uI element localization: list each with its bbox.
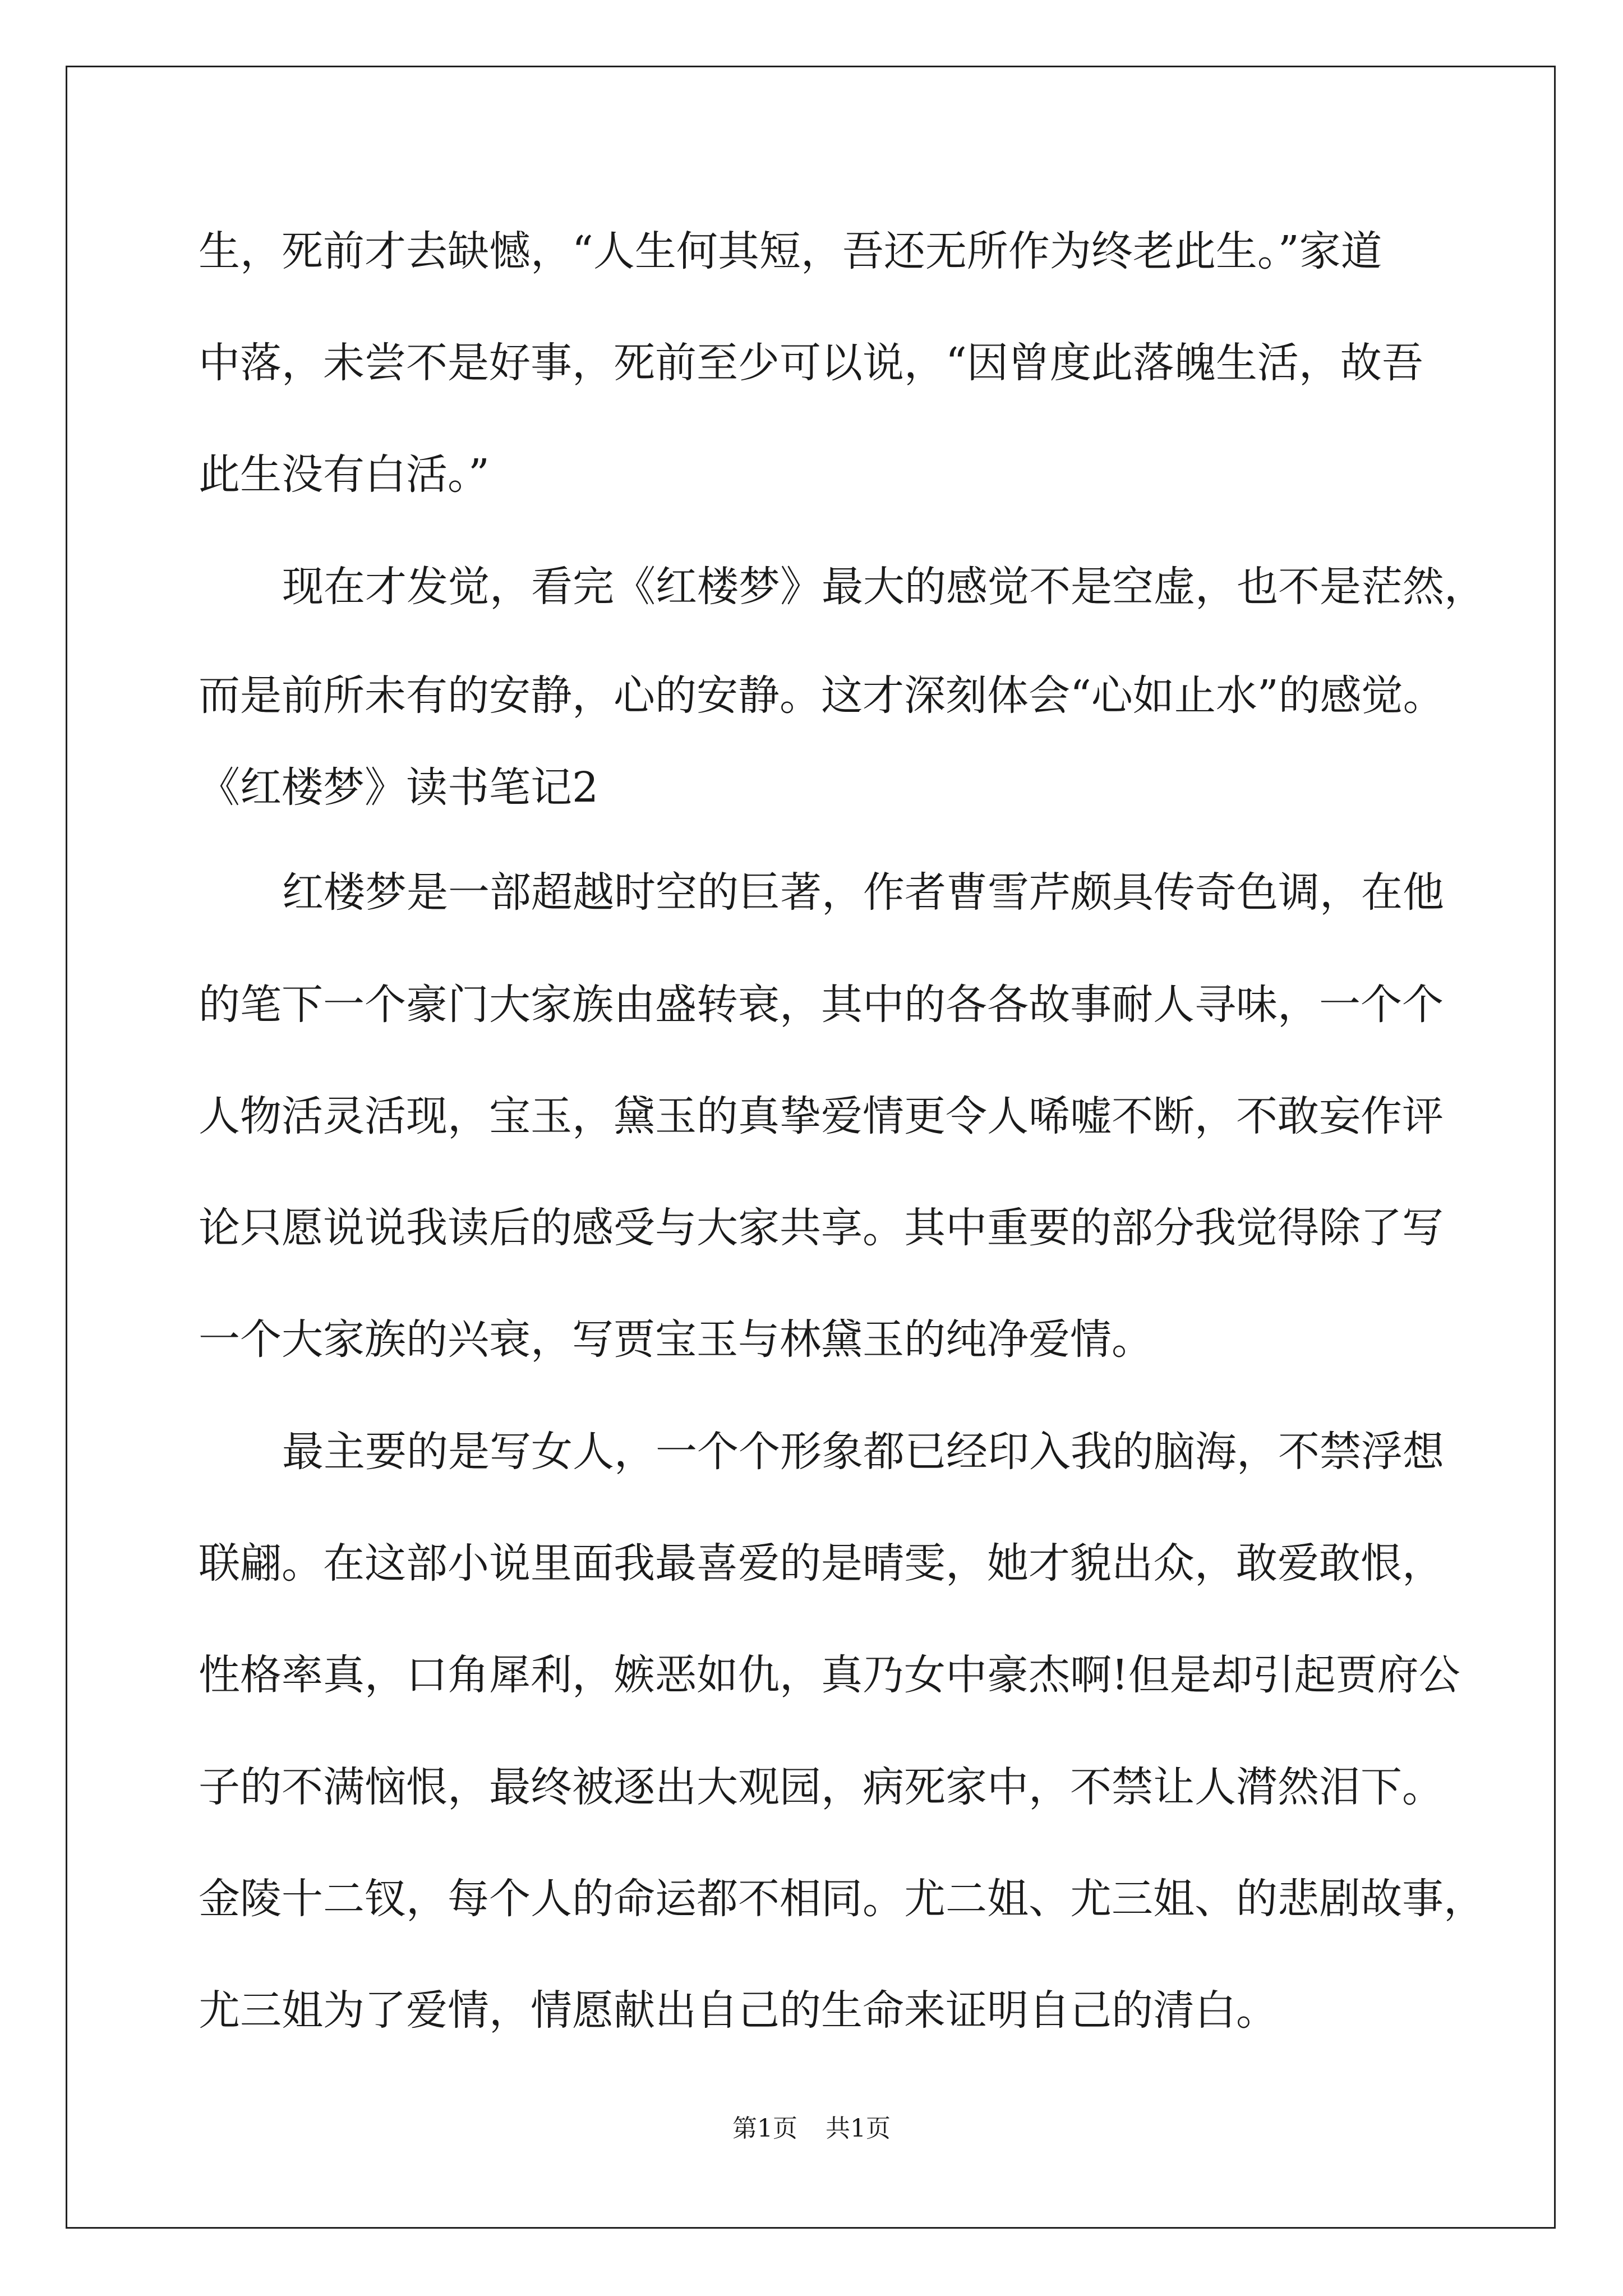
text-line: 论只愿说说我读后的感受与大家共享。其中重要的部分我觉得除了写 <box>199 1204 1444 1252</box>
text-line: 子的不满恼恨，最终被逐出大观园，病死家中，不禁让人潸然泪下。 <box>199 1763 1444 1811</box>
text-line: 金陵十二钗，每个人的命运都不相同。尤二姐、尤三姐、的悲剧故事， <box>199 1875 1485 1923</box>
text-line: 中落，未尝不是好事，死前至少可以说，“因曾度此落魄生活，故吾 <box>199 339 1423 387</box>
page-number-total: 共1页 <box>826 2114 891 2143</box>
text-line: 生，死前才去缺憾，“人生何其短，吾还无所作为终老此生。”家道 <box>199 227 1382 275</box>
text-line: 此生没有白活。” <box>199 450 490 499</box>
paragraph-start-line: 红楼梦是一部超越时空的巨著，作者曹雪芹颇具传奇色调，在他 <box>282 868 1444 917</box>
page-footer <box>0 2112 1623 2146</box>
text-line: 人物活灵活现，宝玉，黛玉的真挚爱情更令人唏嘘不断，不敢妄作评 <box>199 1092 1444 1140</box>
text-line: 性格率真，口角犀利，嫉恶如仇，真乃女中豪杰啊!但是却引起贾府公 <box>199 1651 1460 1699</box>
section-heading: 《红楼梦》读书笔记2 <box>199 763 599 812</box>
text-line: 尤三姐为了爱情，情愿献出自己的生命来证明自己的清白。 <box>199 1986 1278 2035</box>
page-number-current: 第1页 <box>732 2114 797 2143</box>
text-line: 联翩。在这部小说里面我最喜爱的是晴雯，她才貌出众，敢爱敢恨， <box>199 1539 1444 1588</box>
text-line: 的笔下一个豪门大家族由盛转衰，其中的各各故事耐人寻味，一个个 <box>199 981 1444 1029</box>
text-line: 而是前所未有的安静，心的安静。这才深刻体会“心如止水”的感觉。 <box>199 671 1445 720</box>
text-line: 一个大家族的兴衰，写贾宝玉与林黛玉的纯净爱情。 <box>199 1315 1153 1364</box>
paragraph-start-line: 最主要的是写女人，一个个形象都已经印入我的脑海，不禁浮想 <box>282 1428 1444 1476</box>
paragraph-start-line: 现在才发觉，看完《红楼梦》最大的感觉不是空虚，也不是茫然， <box>282 563 1486 611</box>
